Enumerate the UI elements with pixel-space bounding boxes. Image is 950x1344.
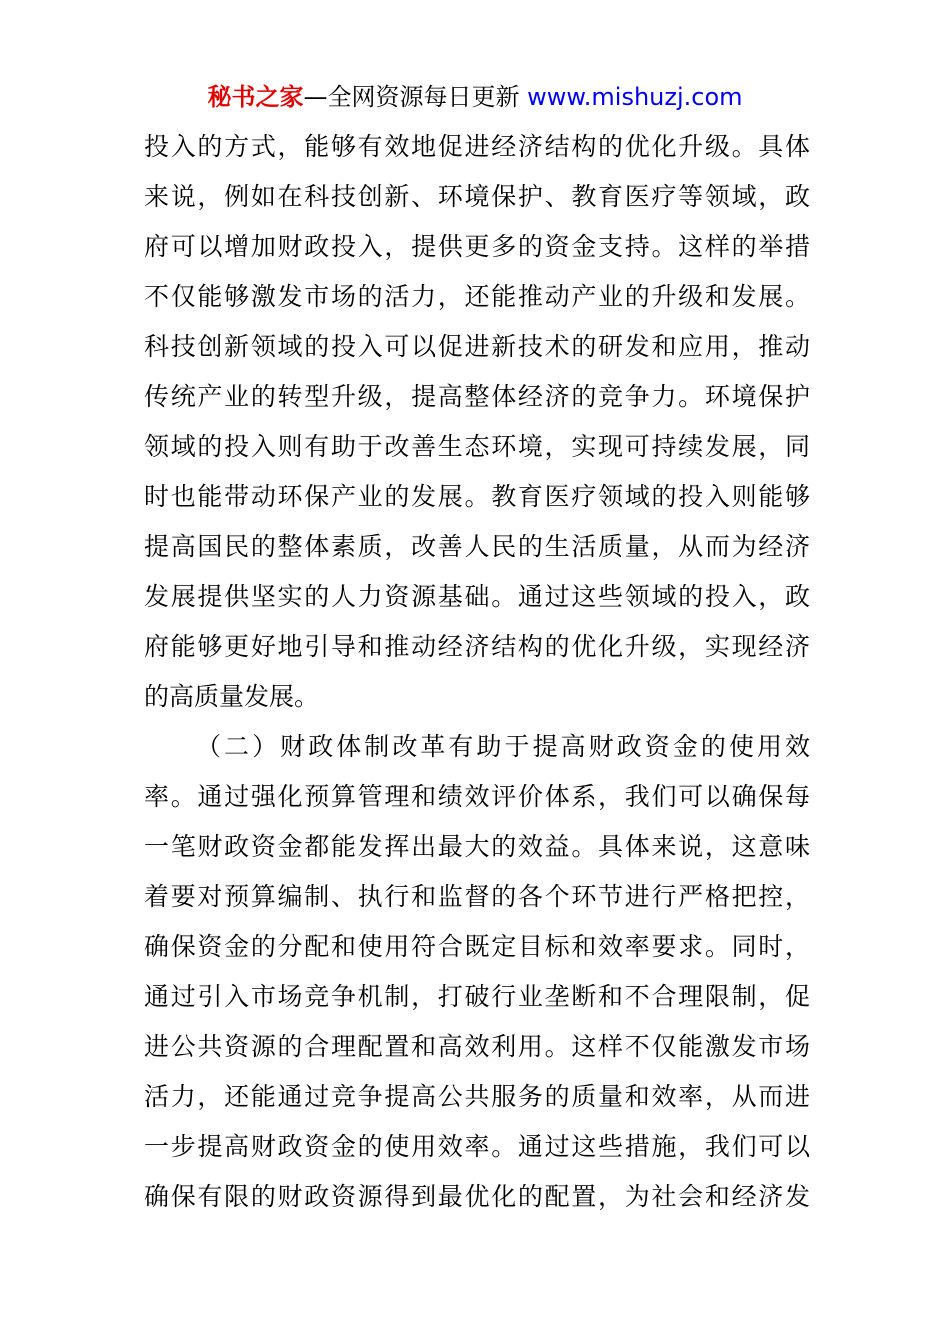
text-line: 确保有限的财政资源得到最优化的配置，为社会和经济发 [144, 1182, 810, 1211]
brand-name: 秘书之家 [207, 83, 304, 111]
text-line: 领域的投入则有助于改善生态环境，实现可持续发展，同 [144, 432, 810, 461]
text-line: 来说，例如在科技创新、环境保护、教育医疗等领域，政 [144, 182, 810, 211]
site-url-link[interactable]: www.mishuzj.com [527, 83, 743, 111]
text-line: 确保资金的分配和使用符合既定目标和效率要求。同时， [144, 932, 810, 961]
text-line: 进公共资源的合理配置和高效利用。这样不仅能激发市场 [144, 1032, 810, 1061]
text-line: 一步提高财政资金的使用效率。通过这些措施，我们可以 [144, 1132, 810, 1161]
text-line: 传统产业的转型升级，提高整体经济的竞争力。环境保护 [144, 382, 810, 411]
text-line: 府能够更好地引导和推动经济结构的优化升级，实现经济 [144, 632, 810, 661]
text-line: 着要对预算编制、执行和监督的各个环节进行严格把控， [144, 882, 810, 911]
text-line: 一笔财政资金都能发挥出最大的效益。具体来说，这意味 [144, 832, 810, 861]
text-line: 时也能带动环保产业的发展。教育医疗领域的投入则能够 [144, 482, 810, 511]
text-line: 通过引入市场竞争机制，打破行业垄断和不合理限制，促 [144, 982, 810, 1011]
text-line: 不仅能够激发市场的活力，还能推动产业的升级和发展。 [144, 282, 810, 311]
text-line: 发展提供坚实的人力资源基础。通过这些领域的投入，政 [144, 582, 810, 611]
header-tagline: —全网资源每日更新 [303, 83, 520, 111]
text-line: 率。通过强化预算管理和绩效评价体系，我们可以确保每 [144, 782, 810, 811]
text-line: 科技创新领域的投入可以促进新技术的研发和应用，推动 [144, 332, 810, 361]
document-body [144, 122, 810, 1222]
text-line: 府可以增加财政投入，提供更多的资金支持。这样的举措 [144, 232, 810, 261]
section-heading-line: （二）财政体制改革有助于提高财政资金的使用效 [196, 732, 810, 761]
site-header [0, 80, 950, 114]
text-line: 活力，还能通过竞争提高公共服务的质量和效率，从而进 [144, 1082, 810, 1111]
text-line: 提高国民的整体素质，改善人民的生活质量，从而为经济 [144, 532, 810, 561]
text-line: 投入的方式，能够有效地促进经济结构的优化升级。具体 [144, 132, 810, 161]
paragraph-end-line: 的高质量发展。 [144, 682, 320, 711]
